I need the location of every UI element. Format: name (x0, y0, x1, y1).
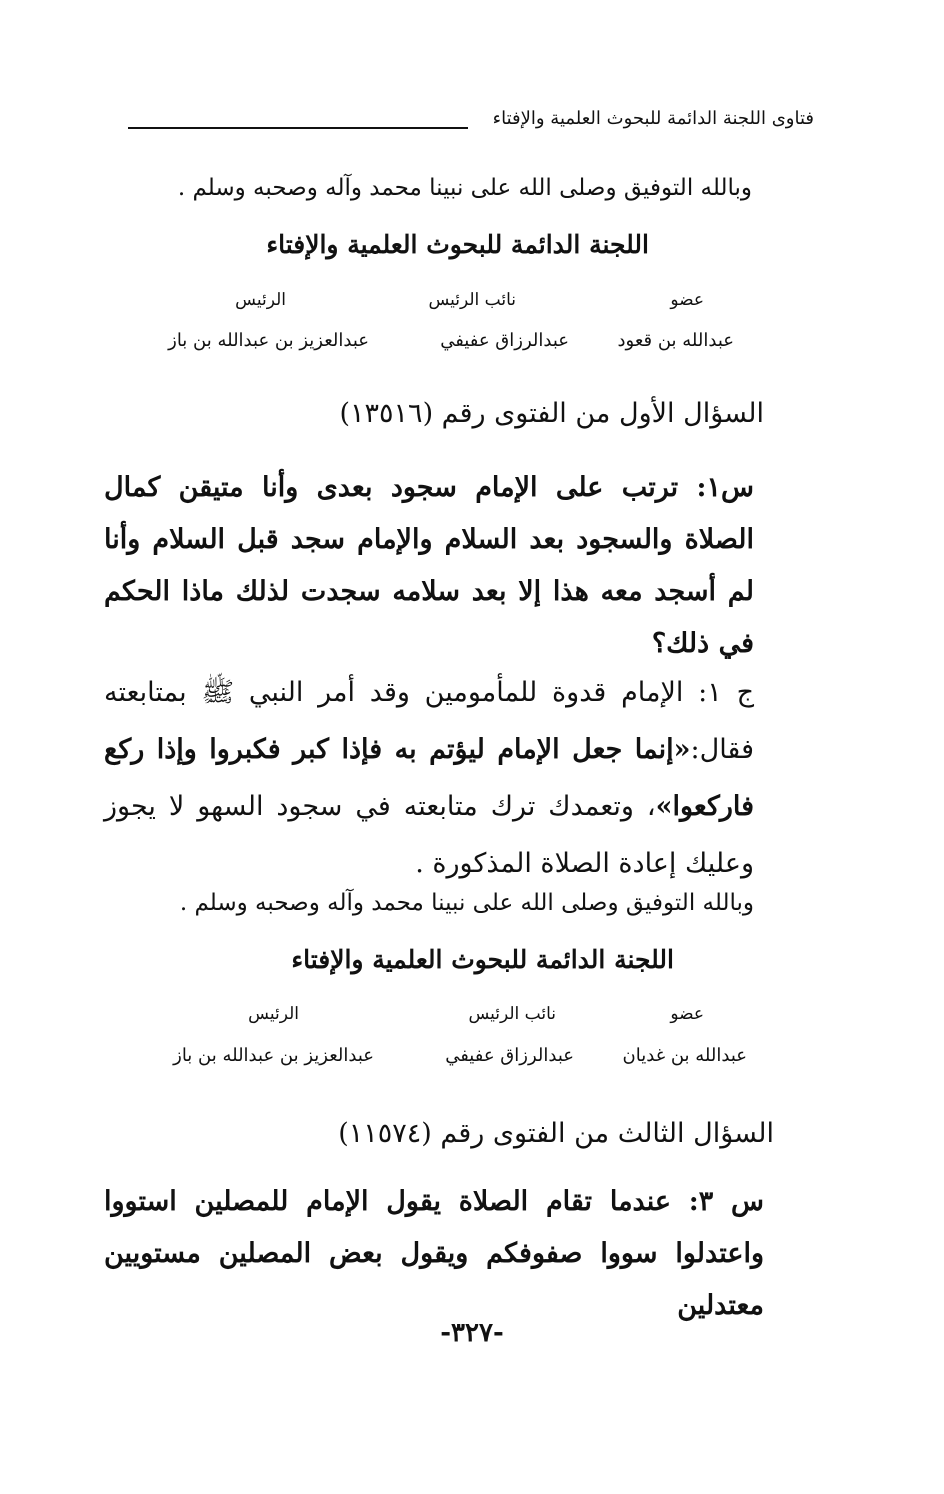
closing-line: وبالله التوفيق وصلى الله على نبينا محمد وآله وصحبه وسلم . (179, 890, 754, 916)
question-text: س١: ترتب على الإمام سجود بعدى وأنا متيقن كمال الصلاة والسجود بعد السلام والإمام سجد قبل السلام وأنا لم أسجد معه هذا إلا بعد سلامه سجدت لذلك ماذا الحكم في ذلك؟ (104, 472, 754, 659)
fatwa-heading: السؤال الأول من الفتوى رقم (١٣٥١٦) (339, 398, 764, 429)
signatory-name-president: عبدالعزيز بن عبدالله بن باز (173, 1045, 374, 1066)
answer-hadith-quote: «إنما جعل الإمام ليؤتم به فإذا كبر فكبروا وإذا ركع فاركعوا» (104, 734, 754, 822)
committee-name: اللجنة الدائمة للبحوث العلمية والإفتاء (266, 230, 649, 259)
fatwa-heading: السؤال الثالث من الفتوى رقم (١١٥٧٤) (338, 1118, 774, 1149)
signatory-role-vice-president: نائب الرئيس (468, 1004, 556, 1024)
closing-line: وبالله التوفيق وصلى الله على نبينا محمد وآله وصحبه وسلم . (177, 175, 752, 201)
answer-rest: ، وتعمدك ترك متابعته في سجود السهو لا يجوز وعليك إعادة الصلاة المذكورة . (104, 791, 754, 879)
signatory-name-vice-president: عبدالرزاق عفيفي (440, 330, 569, 351)
committee-name: اللجنة الدائمة للبحوث العلمية والإفتاء (291, 945, 674, 974)
signatory-name-president: عبدالعزيز بن عبدالله بن باز (168, 330, 369, 351)
signatory-role-member: عضو (670, 1004, 704, 1024)
signatory-name-member: عبدالله بن غديان (622, 1045, 747, 1066)
answer-paragraph (104, 664, 754, 892)
page-number: -٣٢٧- (440, 1318, 504, 1348)
signatory-role-president: الرئيس (248, 1004, 299, 1024)
signatory-role-president: الرئيس (235, 290, 286, 310)
signatory-name-member: عبدالله بن قعود (617, 330, 734, 351)
running-header: فتاوى اللجنة الدائمة للبحوث العلمية والإفتاء (492, 108, 814, 129)
signatory-name-vice-president: عبدالرزاق عفيفي (445, 1045, 574, 1066)
signatory-role-vice-president: نائب الرئيس (428, 290, 516, 310)
header-rule (128, 127, 468, 129)
signatory-role-member: عضو (670, 290, 704, 310)
answer-intro: ج ١: الإمام قدوة للمأمومين وقد أمر النبي ﷺ بمتابعته فقال: (104, 677, 755, 765)
question-text: س ٣: عندما تقام الصلاة يقول الإمام للمصلين استووا واعتدلوا سووا صفوفكم ويقول بعض المصلين مستويين معتدلين (104, 1186, 764, 1321)
